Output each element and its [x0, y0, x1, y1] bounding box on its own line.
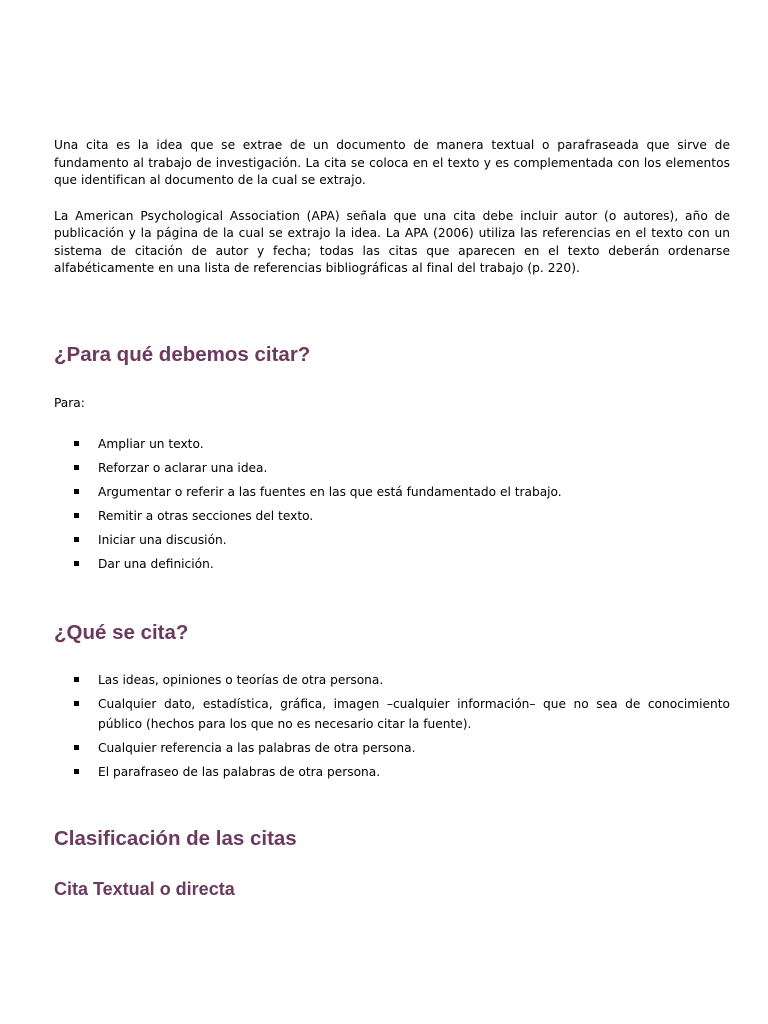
heading-why-cite: ¿Para qué debemos citar?	[54, 343, 311, 366]
bullet-square-icon	[74, 677, 79, 682]
bullet-square-icon	[74, 489, 79, 494]
bullet-square-icon	[74, 441, 79, 446]
list-item: Dar una definición.	[54, 554, 730, 574]
list-item: El parafraseo de las palabras de otra persona.	[54, 762, 730, 782]
list-item: Ampliar un texto.	[54, 434, 730, 454]
bullet-square-icon	[74, 537, 79, 542]
what-to-cite-list	[54, 670, 730, 786]
bullet-square-icon	[74, 513, 79, 518]
list-item: Las ideas, opiniones o teorías de otra persona.	[54, 670, 730, 690]
subheading-direct-quote: Cita Textual o directa	[54, 879, 235, 899]
list-item: Argumentar o referir a las fuentes en las que está fundamentado el trabajo.	[54, 482, 730, 502]
intro-paragraph-apa: La American Psychological Association (APA) señala que una cita debe incluir autor (o autores), año de publicación y la página de la cual se extrajo la idea. La APA (2006) utiliza las referencias en el texto con un sistema de citación de autor y fecha; todas las citas que aparecen en el texto deberán ordenarse alfabéticamente en una lista de referencias bibliográficas al final del trabajo (p. 220).	[54, 208, 730, 275]
list-item: Iniciar una discusión.	[54, 530, 730, 550]
heading-classification: Clasificación de las citas	[54, 827, 297, 850]
list-item: Cualquier referencia a las palabras de otra persona.	[54, 738, 730, 758]
list-item: Remitir a otras secciones del texto.	[54, 506, 730, 526]
bullet-square-icon	[74, 465, 79, 470]
bullet-square-icon	[74, 701, 79, 706]
heading-what-to-cite: ¿Qué se cita?	[54, 621, 189, 644]
bullet-square-icon	[74, 769, 79, 774]
list-item: Reforzar o aclarar una idea.	[54, 458, 730, 478]
document-page	[54, 137, 730, 899]
intro-paragraph-definition: Una cita es la idea que se extrae de un documento de manera textual o parafraseada que sirve de fundamento al trabajo de investigación. La cita se coloca en el texto y es complementada con los elementos que identifican al documento de la cual se extrajo.	[54, 138, 730, 187]
bullet-square-icon	[74, 745, 79, 750]
list-item: Cualquier dato, estadística, gráfica, imagen –cualquier información– que no sea de conocimiento público (hechos para los que no es necesario citar la fuente).	[54, 694, 730, 734]
why-cite-lead: Para:	[54, 396, 85, 410]
why-cite-list	[54, 434, 730, 578]
bullet-square-icon	[74, 561, 79, 566]
